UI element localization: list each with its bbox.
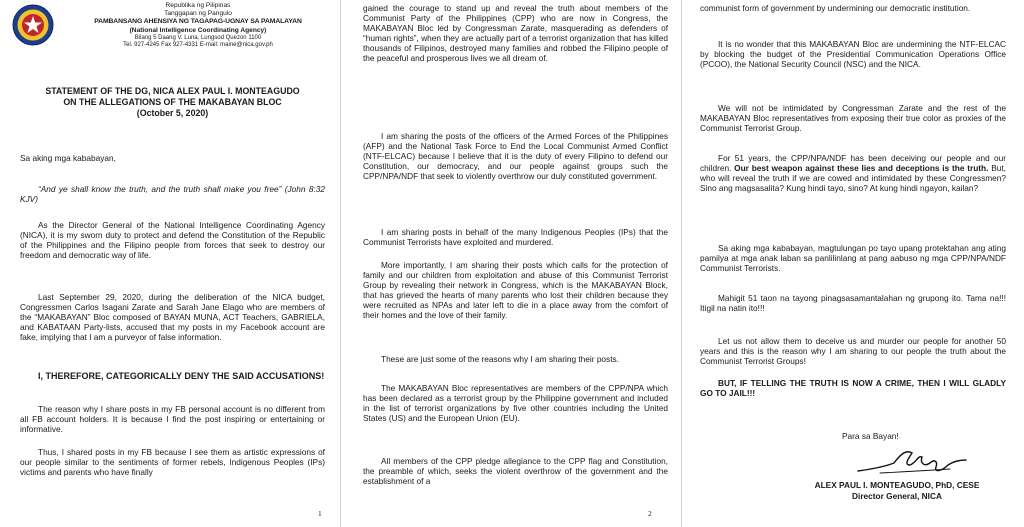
paragraph: I am sharing posts in behalf of the many Indigenous Peoples (IPs) that the Communist Terrorists have exploited and murdered. [363, 227, 668, 248]
denial-statement: I, THEREFORE, CATEGORICALLY DENY THE SAID ACCUSATIONS! [38, 371, 325, 381]
paragraph: As the Director General of the National Intelligence Coordinating Agency (NICA), it is my sworn duty to protect and defend the Constitution of the Republic of the Philippines and the Filipino people from forces that seek to destroy our freedom and democratic way of life. [20, 220, 325, 261]
page-number: 1 [318, 509, 322, 518]
closing-statement: BUT, IF TELLING THE TRUTH IS NOW A CRIME, THEN I WILL GLADLY GO TO JAIL!!! [700, 378, 1006, 399]
statement-title-line-2: ON THE ALLEGATIONS OF THE MAKABAYAN BLOC [63, 97, 282, 107]
statement-date: (October 5, 2020) [136, 108, 209, 118]
paragraph: Thus, I shared posts in my FB because I see them as artistic expressions of our people similar to the sentiments of former rebels, Indigenous Peoples (IPs) victims and parents who have finally [20, 447, 325, 478]
paragraph: Let us not allow them to deceive us and murder our people for another 50 years and this is the reason why I am sharing to our people the truth about the Communist Terrorist Groups! [700, 336, 1006, 367]
document-page-1 [0, 0, 341, 527]
nica-seal-logo [12, 4, 54, 46]
paragraph: The MAKABAYAN Bloc representatives are members of the CPP/NPA which has been declared as a terrorist group by the Philippine government and included in the list of terrorist organizations by five other countries including the United States (US) and the European Union (EU). [363, 383, 668, 424]
paragraph: Sa aking mga kababayan, magtulungan po tayo upang protektahan ang ating pamilya at mga anak laban sa panlilinlang at pang aabuso ng mga CPP/NPA/NDF Communist Terrorists. [700, 243, 1006, 274]
letterhead-office: Tanggapan ng Pangulo [164, 10, 232, 17]
paragraph: I am sharing the posts of the officers of the Armed Forces of the Philippines (AFP) and the National Task Force to End the Local Communist Armed Conflict (NTF-ELCAC) because I believe that it is the duty of every Filipino to defend our Constitution, our democracy, and our people against groups such the CPP/NPA/NDF that seek to violently overthrow our duly constituted government. [363, 131, 668, 182]
page-number: 2 [648, 509, 652, 518]
letterhead-agency: PAMBANSANG AHENSIYA NG TAGAPAG-UGNAY SA PAMALAYAN [94, 18, 302, 25]
paragraph: It is no wonder that this MAKABAYAN Bloc are undermining the NTF-ELCAC by blocking the budget of the Presidential Communication Operations Office (PCOO), the National Security Council (NSC) and the NICA. [700, 39, 1006, 70]
paragraph: Last September 29, 2020, during the deliberation of the NICA budget, Congressmen Carlos Isagani Zarate and Sarah Jane Elago who are members of the “MAKABAYAN” Bloc composed of BAYAN MUNA, ACT Teachers, GABRIELA, and KABATAAN Party-lists, accused that my posts in my Facebook account are fake, implying that I am a purveyor of false information. [20, 292, 325, 343]
statement-title-line-1: STATEMENT OF THE DG, NICA ALEX PAUL I. MONTEAGUDO [45, 86, 300, 96]
paragraph-text: For 51 years, the CPP/NPA/NDF has been deceiving our people and our children. [700, 153, 1006, 174]
closing-phrase: Para sa Bayan! [842, 431, 899, 441]
paragraph-text: But, who will reveal the truth if we are cowed and intimidated by these Congressmen? Sino ang magsasalita? Kung hindi tayo, sino? At kung hindi ngayon, kailan? [700, 163, 1006, 194]
letterhead-contact: Tel. 927-4245 Fax 927-4331 E-mail: maine@nica.gov.ph [123, 42, 273, 48]
paragraph: The reason why I share posts in my FB personal account is no different from all FB account holders. It is because I find the post inspiring or entertaining or informative. [20, 404, 325, 435]
signatory-position: Director General, NICA [852, 491, 942, 501]
paragraph-best-weapon [700, 153, 1006, 193]
salutation: Sa aking mga kababayan, [20, 153, 116, 163]
bible-quote: “And ye shall know the truth, and the truth shall make you free” (John 8:32 KJV) [20, 184, 325, 205]
document-page-2 [341, 0, 682, 527]
letterhead-address: Bilang 5 Daang V. Luna, Lungsod Quezon 1100 [134, 35, 262, 41]
paragraph: These are just some of the reasons why I am sharing their posts. [381, 354, 619, 364]
paragraph: We will not be intimidated by Congressman Zarate and the rest of the MAKABAYAN Bloc representatives from exposing their true color as proxies of the Communist Terrorist Group. [700, 103, 1006, 134]
paragraph: Mahigit 51 taon na tayong pinagsasamantalahan ng grupong ito. Tama na!!! Itigil na natin ito!!! [700, 293, 1006, 314]
paragraph: All members of the CPP pledge allegiance to the CPP flag and Constitution, the preamble of which, seeks the violent overthrow of the government and the establishment of a [363, 456, 668, 487]
letterhead-agency-english: (National Intelligence Coordinating Agency) [129, 27, 267, 34]
letterhead-republic: Republika ng Pilipinas [165, 2, 231, 9]
paragraph: gained the courage to stand up and reveal the truth about members of the Communist Party of the Philippines (CPP) who are now in Congress, the MAKABAYAN Bloc led by Congressman Zarate, masquerading as defenders of “human rights”, when they are actually part of a terrorist organization that has killed thousands of Filipinos, destroyed many families and robbed the Filipino people of the peaceful and prosperous lives we all dream of. [363, 3, 668, 64]
document-page-3 [682, 0, 1024, 527]
paragraph: More importantly, I am sharing their posts which calls for the protection of family and our children from exploitation and abuse of this Communist Terrorist Group by revealing their network in Congress, which is the MAKABAYAN Block, that has grieved the hearts of many parents who lost their children because they were recruited as NPAs and later left to die in a place away from the comfort of their homes and the love of their family. [363, 260, 668, 321]
handwritten-signature [850, 443, 970, 481]
emphasis-text: Our best weapon against these lies and deceptions is the truth. [734, 163, 989, 174]
paragraph: communist form of government by undermining our democratic institution. [700, 3, 971, 13]
signatory-name: ALEX PAUL I. MONTEAGUDO, PhD, CESE [814, 480, 980, 490]
